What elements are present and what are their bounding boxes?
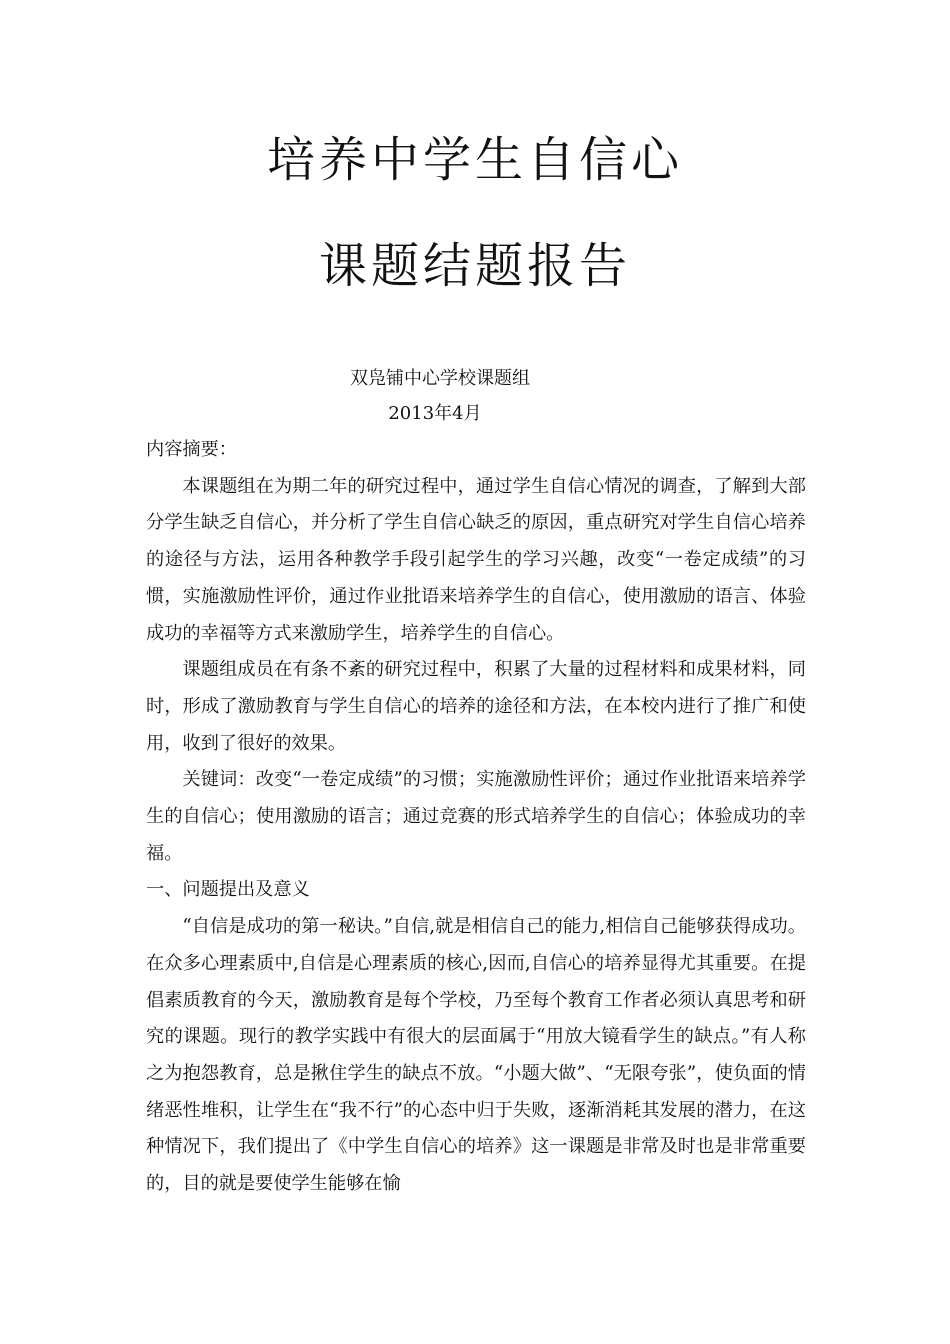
document-title-line-2: 课题结题报告 [318,238,631,294]
section-1-paragraph-1: “自信是成功的第一秘诀。”自信,就是相信自己的能力,相信自己能够获得成功。在众多心理素质中,自信是心理素质的核心,因而,自信心的培养显得尤其重要。在提倡素质教育的今天，激励教育是每个学校，乃至每个教育工作者必须认真思考和研究的课题。现行的教学实践中有很大的层面属于“用放大镜看学生的缺点。”有人称之为抱怨教育，总是揪住学生的缺点不放。“小题大做”、“无限夸张”，使负面的情绪恶性堆积，让学生在“我不行”的心态中归于失败，逐渐消耗其发展的潜力，在这种情况下，我们提出了《中学生自信心的培养》这一课题是非常及时也是非常重要的，目的就是要使学生能够在愉 [146,916,806,1195]
keywords-paragraph: 关键词：改变“一卷定成绩”的习惯；实施激励性评价；通过作业批语来培养学生的自信心；使用激励的语言；通过竞赛的形式培养学生的自信心；体验成功的幸福。 [146,769,806,864]
document-body [146,432,806,1203]
document-title-line-1: 培养中学生自信心 [266,132,683,188]
abstract-heading: 内容摘要： [146,439,237,460]
author-line: 双凫铺中心学校课题组 [350,368,530,389]
date-line: 2013年4月 [388,403,482,424]
abstract-paragraph-1: 本课题组在为期二年的研究过程中，通过学生自信心情况的调查，了解到大部分学生缺乏自信心，并分析了学生自信心缺乏的原因，重点研究对学生自信心培养的途径与方法，运用各种教学手段引起学生的学习兴趣，改变“一卷定成绩”的习惯，实施激励性评价，通过作业批语来培养学生的自信心，使用激励的语言、体验成功的幸福等方式来激励学生，培养学生的自信心。 [146,475,806,644]
abstract-paragraph-2: 课题组成员在有条不紊的研究过程中，积累了大量的过程材料和成果材料，同时，形成了激励教育与学生自信心的培养的途径和方法，在本校内进行了推广和使用，收到了很好的效果。 [146,659,806,754]
section-1-heading: 一、问题提出及意义 [146,879,310,901]
